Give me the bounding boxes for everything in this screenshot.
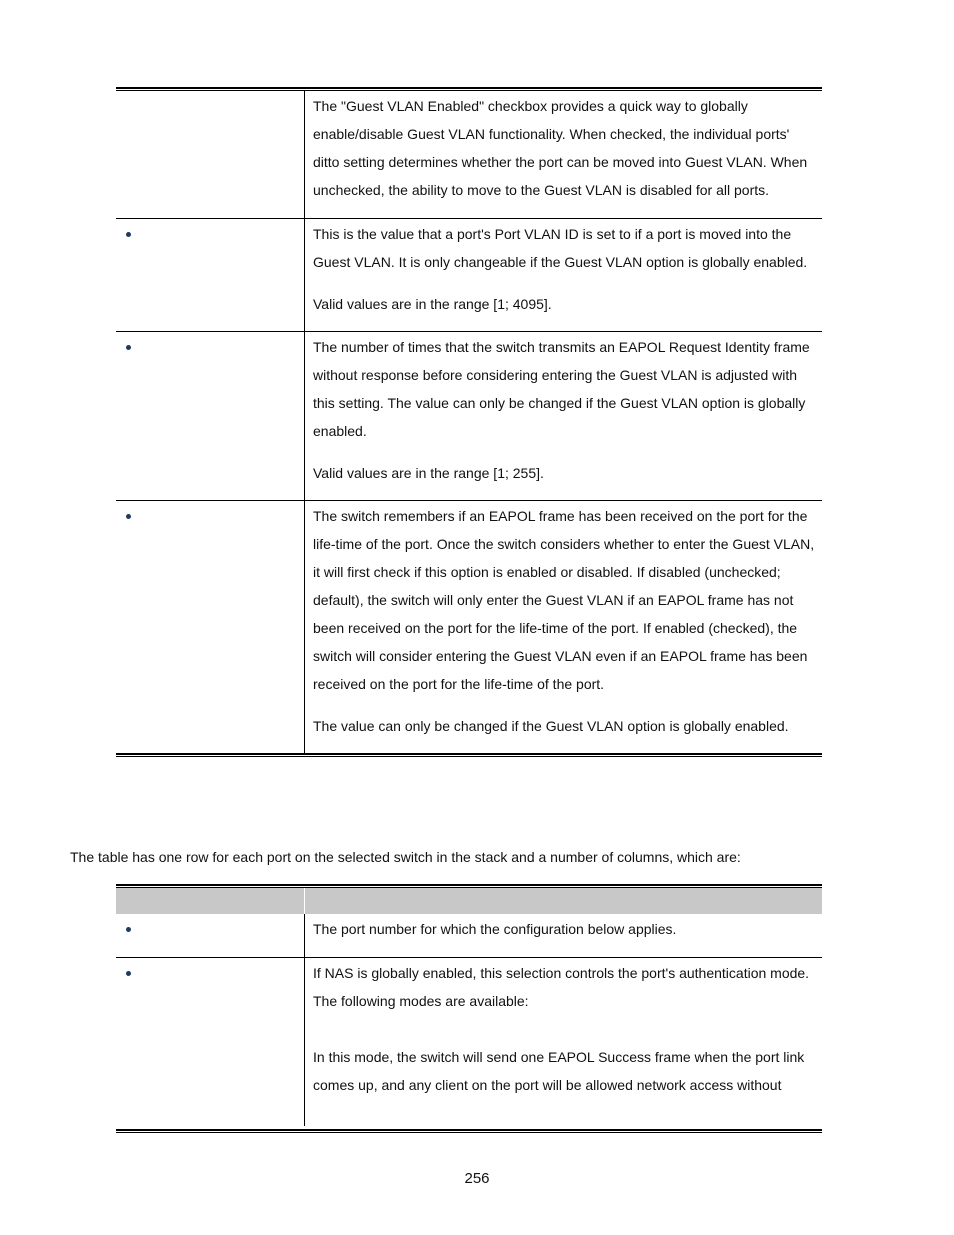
table-row	[116, 957, 822, 1126]
parameter-cell	[116, 957, 305, 1126]
description-cell	[305, 91, 823, 218]
table-row	[116, 331, 822, 500]
bullet-icon	[126, 514, 131, 519]
parameter-cell	[116, 331, 305, 500]
mode-description-text: In this mode, the switch will send one EAPOL Success frame when the port link comes up, and any client on the port will be allowed network access without	[313, 1048, 805, 1093]
description-cell	[305, 500, 823, 753]
table-row	[116, 914, 822, 957]
parameter-cell	[116, 91, 305, 218]
description-text: The switch remembers if an EAPOL frame has been received on the port for the life-time of the port. Once the switch considers whether to enter the Guest VLAN, it will first check if this option is enabled or disabled. If disabled (unchecked; default), the switch will only enter the Guest VLAN if an EAPOL frame has not been received on the port for the life-time of the port. If enabled (checked), the switch will consider entering the Guest VLAN even if an EAPOL frame has been received on the port for the life-time of the port.	[313, 507, 815, 692]
description-text: The "Guest VLAN Enabled" checkbox provides a quick way to globally enable/disable Guest VLAN functionality. When checked, the individual ports' ditto setting determines whether the port can be moved into Guest VLAN. When unchecked, the ability to move to the Guest VLAN is disabled for all ports.	[313, 98, 808, 198]
header-cell	[116, 888, 305, 914]
description-text: This is the value that a port's Port VLAN ID is set to if a port is moved into the Guest VLAN. It is only changeable if the Guest VLAN option is globally enabled.	[313, 225, 808, 270]
parameter-cell	[116, 914, 305, 957]
table-row	[116, 91, 822, 218]
header-cell	[305, 888, 823, 914]
description-text: The port number for which the configuration below applies.	[313, 921, 677, 937]
port-config-table	[116, 888, 822, 1126]
description-cell	[305, 218, 823, 331]
table2-bottom-rule	[116, 1129, 822, 1133]
description-cell	[305, 957, 823, 1126]
note-text: The value can only be changed if the Guest VLAN option is globally enabled.	[313, 717, 789, 734]
table-header-row	[116, 888, 822, 914]
parameter-cell	[116, 500, 305, 753]
description-cell	[305, 331, 823, 500]
table1-bottom-rule	[116, 753, 822, 757]
valid-range-text: Valid values are in the range [1; 4095].	[313, 295, 552, 312]
parameter-cell	[116, 218, 305, 331]
bullet-icon	[126, 345, 131, 350]
bullet-icon	[126, 927, 131, 932]
bullet-icon	[126, 232, 131, 237]
description-text: The number of times that the switch transmits an EAPOL Request Identity frame without response before considering entering the Guest VLAN is adjusted with this setting. The value can only be changed if the Guest VLAN option is globally enabled.	[313, 338, 810, 439]
table-row	[116, 500, 822, 753]
bullet-icon	[126, 971, 131, 976]
guest-vlan-table	[116, 91, 822, 753]
intro-paragraph: The table has one row for each port on the selected switch in the stack and a number of columns, which are:	[70, 849, 741, 865]
table-row	[116, 218, 822, 331]
page-number: 256	[464, 1170, 490, 1187]
valid-range-text: Valid values are in the range [1; 255].	[313, 464, 544, 481]
description-cell	[305, 914, 823, 957]
description-text: If NAS is globally enabled, this selection controls the port's authentication mode. The following modes are available:	[313, 964, 810, 1009]
